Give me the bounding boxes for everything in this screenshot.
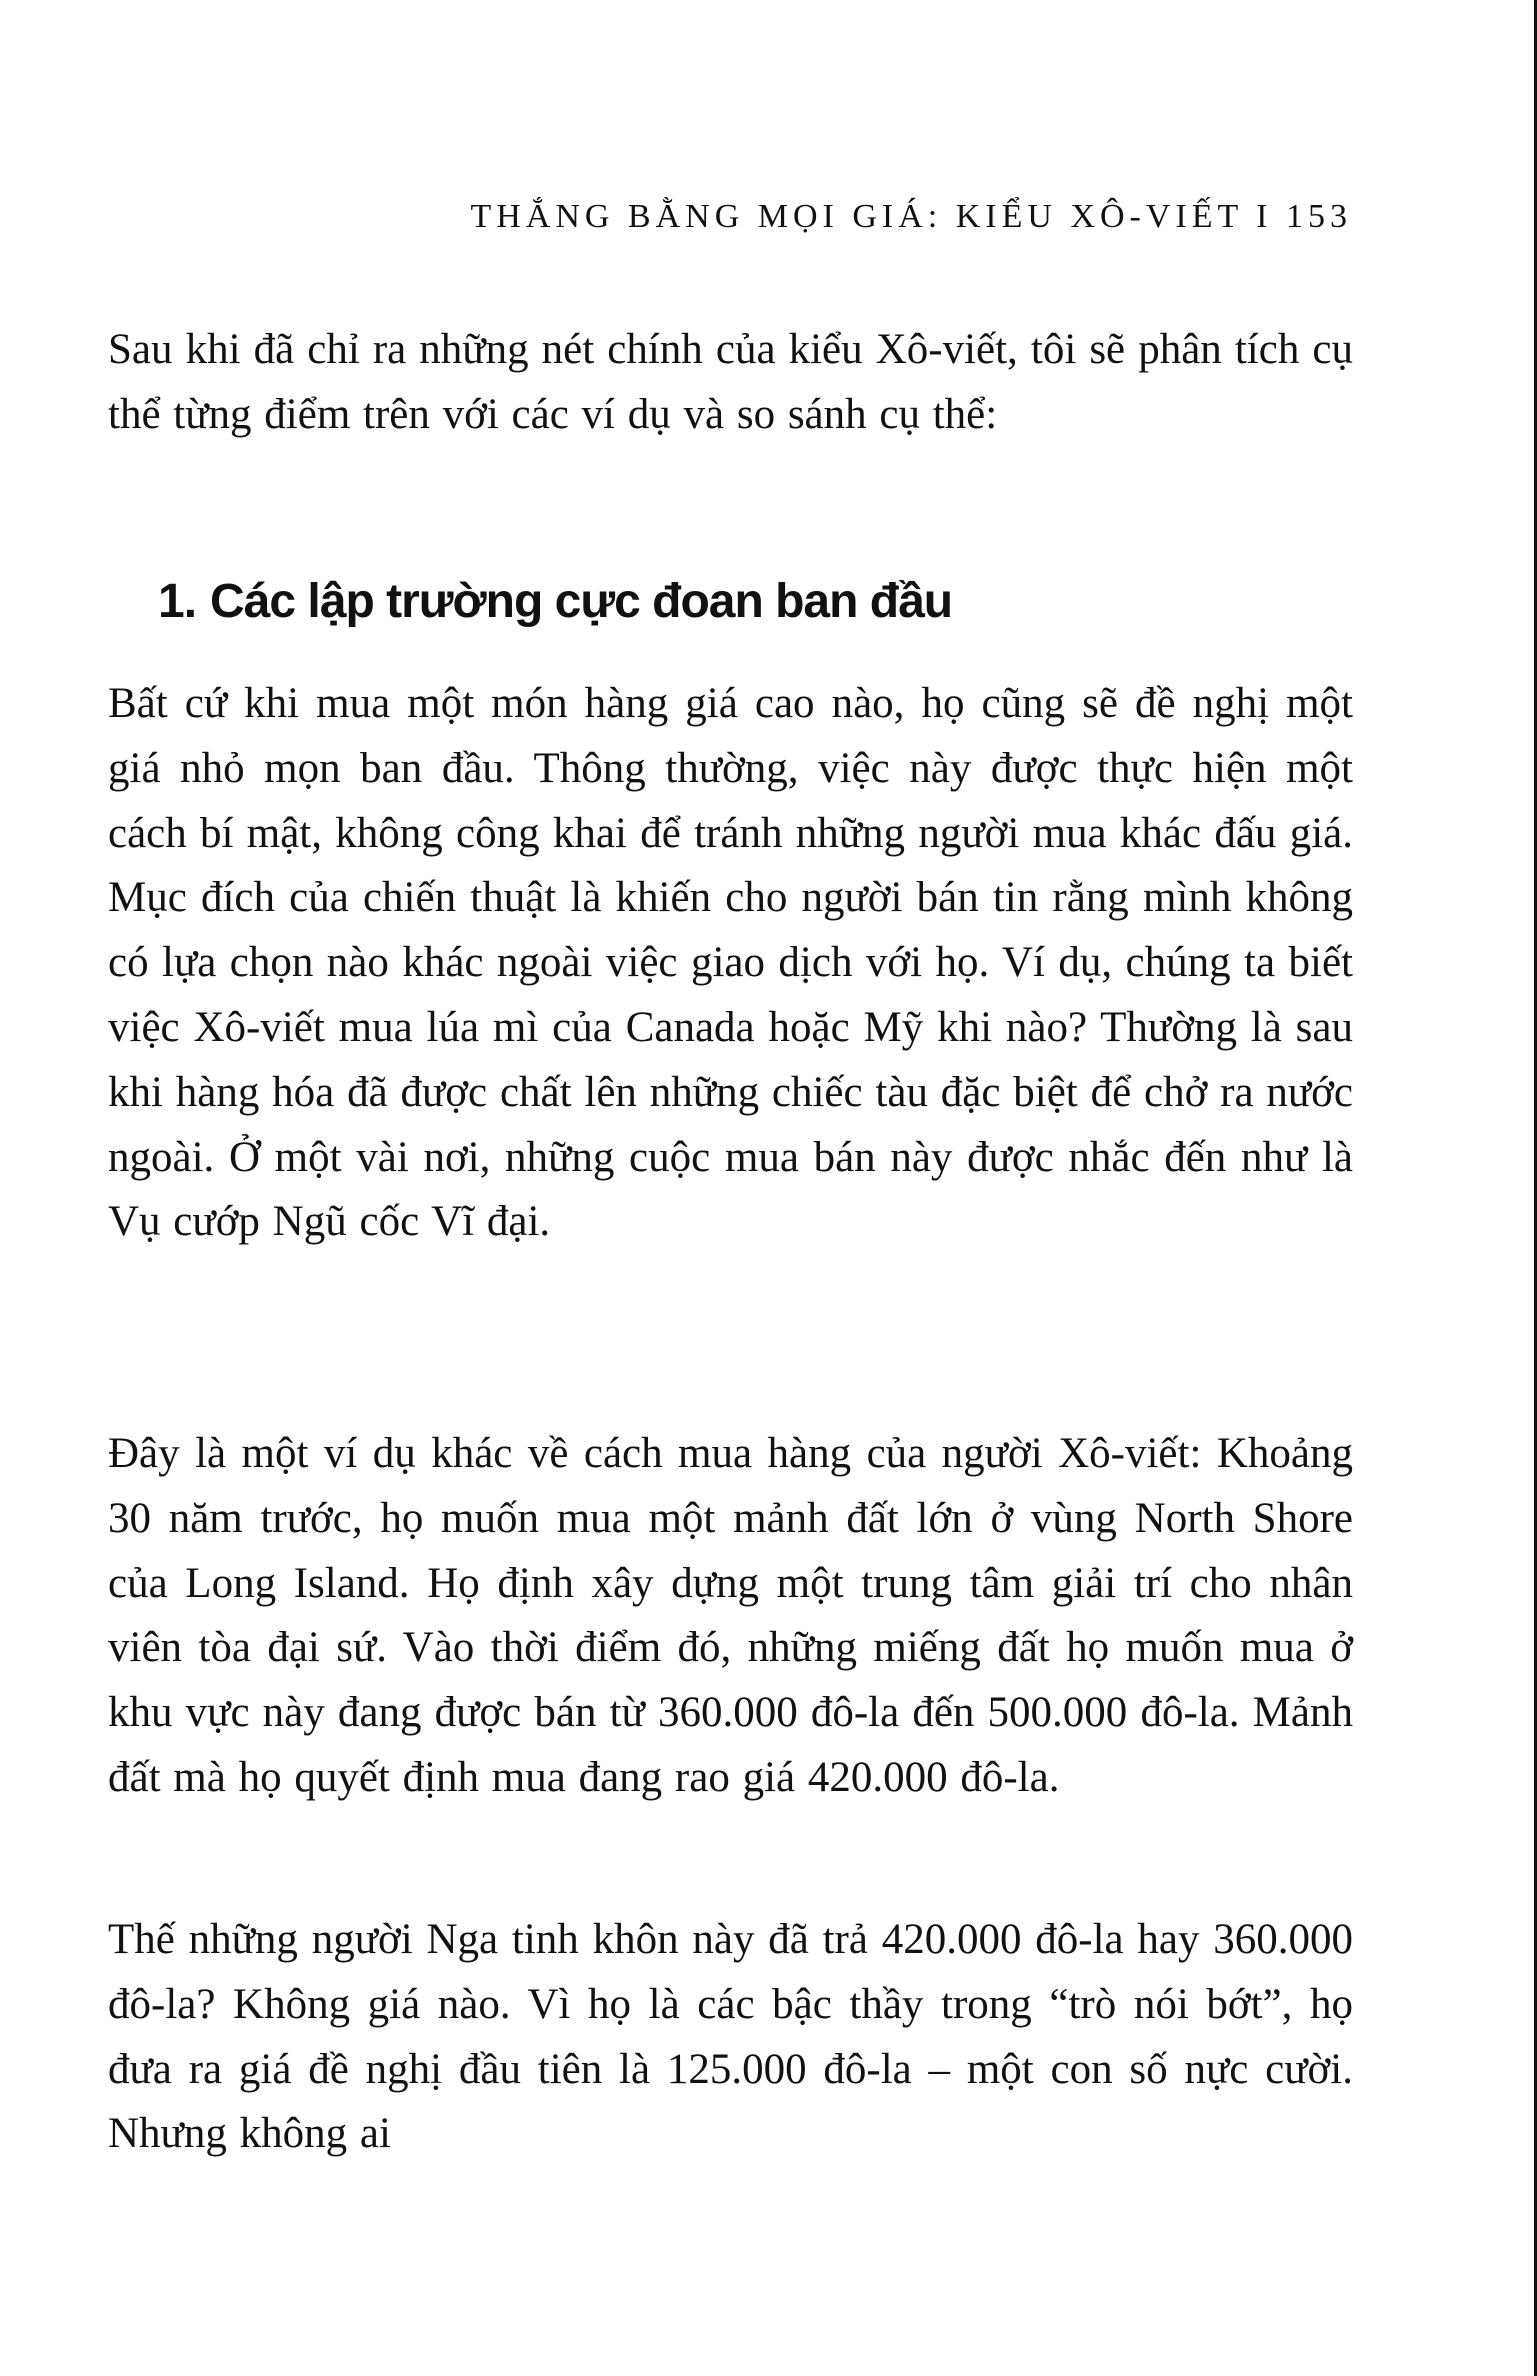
intro-paragraph: Sau khi đã chỉ ra những nét chính của kiểu Xô-viết, tôi sẽ phân tích cụ thể từng điểm trên với các ví dụ và so sánh cụ thể:: [108, 326, 1353, 438]
body-paragraph: Đây là một ví dụ khác về cách mua hàng của người Xô-viết: Khoảng 30 năm trước, họ muốn mua một mảnh đất lớn ở vùng North Shore của Long Island. Họ định xây dựng một trung tâm giải trí cho nhân viên tòa đại sứ. Vào thời điểm đó, những miếng đất họ muốn mua ở khu vực này đang được bán từ 360.000 đô-la đến 500.000 đô-la. Mảnh đất mà họ quyết định mua đang rao giá 420.000 đô-la.: [108, 1430, 1353, 1801]
page-number: 153: [1286, 198, 1352, 235]
section-heading: [158, 574, 952, 629]
section-number: 1.: [158, 575, 197, 628]
body-paragraph: Bất cứ khi mua một món hàng giá cao nào, họ cũng sẽ đề nghị một giá nhỏ mọn ban đầu. Thông thường, việc này được thực hiện một cách bí mật, không công khai để tránh những người mua khác đấu giá. Mục đích của chiến thuật là khiến cho người bán tin rằng mình không có lựa chọn nào khác ngoài việc giao dịch với họ. Ví dụ, chúng ta biết việc Xô-viết mua lúa mì của Canada hoặc Mỹ khi nào? Thường là sau khi hàng hóa đã được chất lên những chiếc tàu đặc biệt để chở ra nước ngoài. Ở một vài nơi, những cuộc mua bán này được nhắc đến như là Vụ cướp Ngũ cốc Vĩ đại.: [108, 680, 1353, 1246]
running-title: THẮNG BẰNG MỌI GIÁ: KIỂU XÔ-VIẾT: [470, 198, 1243, 235]
running-header: [470, 198, 1352, 236]
header-separator: I: [1256, 198, 1273, 235]
section-title: Các lập trường cực đoan ban đầu: [210, 575, 953, 628]
body-paragraph: Thế những người Nga tinh khôn này đã trả 420.000 đô-la hay 360.000 đô-la? Không giá nào. Vì họ là các bậc thầy trong “trò nói bớt”, họ đưa ra giá đề nghị đầu tiên là 125.000 đô-la – một con số nực cười. Nhưng không ai: [108, 1916, 1353, 2158]
